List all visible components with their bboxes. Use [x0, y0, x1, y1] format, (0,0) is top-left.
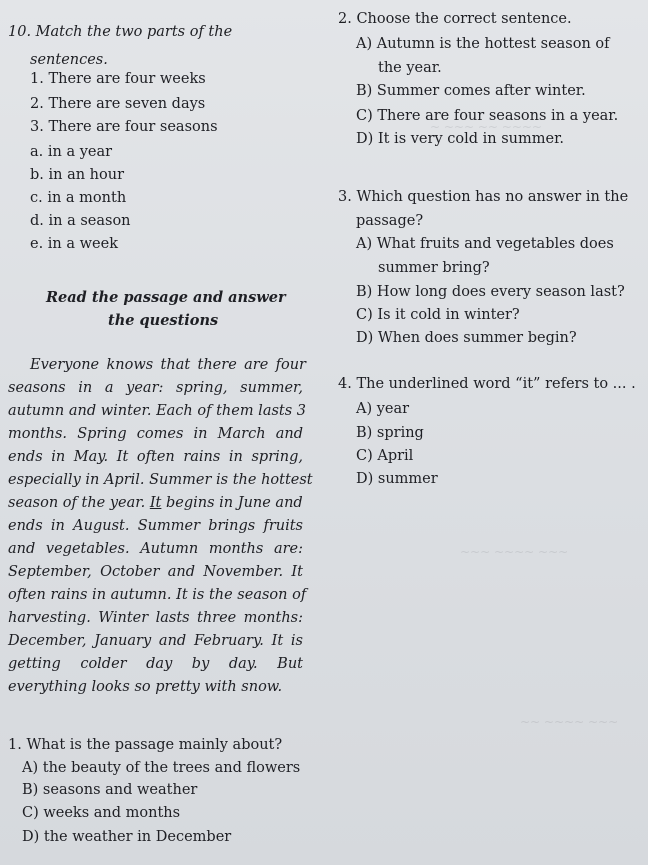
- q3-option-c: C) Is it cold in winter?: [356, 307, 520, 323]
- q4-option: C) April: [356, 448, 414, 464]
- q3-option-b: B) How long does every season last?: [356, 284, 625, 300]
- q10-right-item: b. in an hour: [30, 167, 125, 183]
- passage-line-with-underlined-it: [8, 494, 303, 512]
- q10-right-item: c. in a month: [30, 190, 127, 206]
- bleed-through-text: ~ ~~~ ~~ ~~~~: [430, 120, 542, 134]
- q2-option-b: B) Summer comes after winter.: [356, 83, 586, 99]
- q3-question: 3. Which question has no answer in the: [338, 189, 629, 205]
- q4-question: 4. The underlined word “it” refers to ... .: [338, 376, 636, 392]
- q4-option: A) year: [356, 401, 410, 417]
- passage-line: ends in August. Summer brings fruits: [8, 518, 303, 534]
- passage-line: Everyone knows that there are four: [30, 357, 306, 373]
- q1-option: A) the beauty of the trees and flowers: [22, 760, 301, 776]
- q3-option-a-line2: summer bring?: [378, 260, 490, 276]
- q1-option: B) seasons and weather: [22, 782, 198, 798]
- passage-line: and vegetables. Autumn months are:: [8, 541, 303, 557]
- passage-line: often rains in autumn. It is the season of: [8, 587, 307, 603]
- q3-question-line2: passage?: [356, 213, 424, 229]
- q10-left-item: 3. There are four seasons: [30, 119, 218, 135]
- passage-line: months. Spring comes in March and: [8, 426, 303, 442]
- q1-option: C) weeks and months: [22, 805, 181, 821]
- passage-line: seasons in a year: spring, summer,: [8, 380, 303, 396]
- passage-line: everything looks so pretty with snow.: [8, 679, 283, 695]
- q3-option-a-line1: A) What fruits and vegetables does: [356, 236, 614, 252]
- q10-title-line2: sentences.: [30, 52, 108, 68]
- passage-text: begins in June and: [166, 495, 303, 511]
- reading-instruction-line2: the questions: [108, 312, 219, 329]
- passage-line: ends in May. It often rains in spring,: [8, 449, 303, 465]
- bleed-through-text: ~~~ ~~~~ ~~~: [460, 545, 569, 559]
- passage-line: getting colder day by day. But: [8, 656, 303, 672]
- passage-text: season of the year.: [8, 495, 146, 511]
- q10-right-item: a. in a year: [30, 144, 113, 160]
- q1-option: D) the weather in December: [22, 829, 232, 845]
- passage-line: December, January and February. It is: [8, 633, 303, 649]
- q4-option: B) spring: [356, 425, 424, 441]
- q4-option: D) summer: [356, 471, 438, 487]
- q10-title-line1: 10. Match the two parts of the: [8, 24, 233, 40]
- q2-option-a-line1: A) Autumn is the hottest season of: [356, 36, 610, 52]
- bleed-through-text: ~~ ~~~~ ~~~: [520, 715, 619, 729]
- underlined-word-it: It: [149, 495, 162, 511]
- q10-right-item: e. in a week: [30, 236, 118, 252]
- q3-option-d: D) When does summer begin?: [356, 330, 577, 346]
- q2-option-d: D) It is very cold in summer.: [356, 131, 565, 147]
- passage-line: harvesting. Winter lasts three months:: [8, 610, 303, 626]
- q1-question: 1. What is the passage mainly about?: [8, 737, 283, 753]
- passage-line: September, October and November. It: [8, 564, 303, 580]
- reading-instruction-line1: Read the passage and answer: [46, 289, 286, 306]
- passage-line: autumn and winter. Each of them lasts 3: [8, 403, 307, 419]
- q10-left-item: 1. There are four weeks: [30, 71, 206, 87]
- passage-line: especially in April. Summer is the hottest: [8, 472, 313, 488]
- q2-option-c: C) There are four seasons in a year.: [356, 108, 619, 124]
- q2-question: 2. Choose the correct sentence.: [338, 11, 572, 27]
- q2-option-a-line2: the year.: [378, 60, 442, 76]
- q10-left-item: 2. There are seven days: [30, 96, 206, 112]
- q10-right-item: d. in a season: [30, 213, 131, 229]
